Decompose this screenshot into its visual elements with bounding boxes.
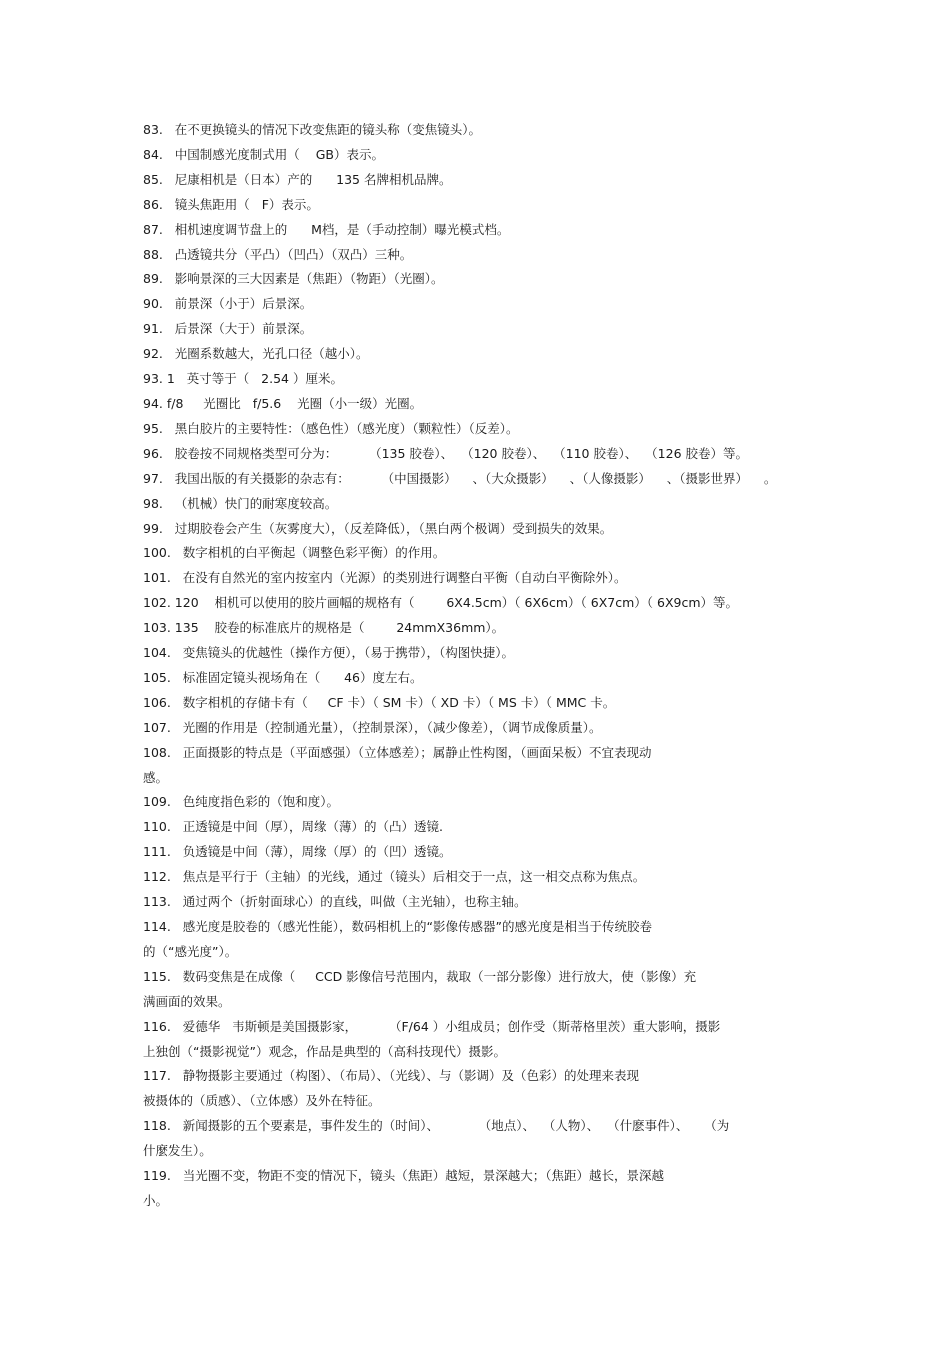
list-item xyxy=(143,890,823,915)
list-item-line: 109. 色纯度指色彩的（饱和度）。 xyxy=(143,794,340,810)
list-item-line: 97. 我国出版的有关摄影的杂志有： （中国摄影） 、（大众摄影） 、（人像摄影） 、（摄影世界） 。 xyxy=(143,470,777,486)
list-item xyxy=(143,790,823,815)
list-item-line: 101. 在没有自然光的室内按室内（光源）的类别进行调整白平衡（自动白平衡除外）。 xyxy=(143,570,627,586)
list-item-line: 被摄体的（质感）、（立体感）及外在特征。 xyxy=(143,1093,381,1109)
list-item xyxy=(143,865,823,890)
list-item-line: 的（“感光度”）。 xyxy=(143,943,238,959)
list-item xyxy=(143,915,823,965)
list-item-line: 116. 爱德华 韦斯顿是美国摄影家， （F/64 ）小组成员；创作受（斯蒂格里茨）重大影响，摄影 xyxy=(143,1018,721,1034)
list-item-line: 115. 数码变焦是在成像（ CCD 影像信号范围内，裁取（一部分影像）进行放大，使（影像）充 xyxy=(143,968,697,984)
list-item xyxy=(143,168,823,193)
list-item xyxy=(143,492,823,517)
list-item xyxy=(143,392,823,417)
list-item-line: 114. 感光度是胶卷的（感光性能），数码相机上的“影像传感器”的感光度是相当于传统胶卷 xyxy=(143,919,652,934)
list-item xyxy=(143,716,823,741)
list-item xyxy=(143,591,823,616)
list-item-line: 上独创（“摄影视觉”）观念，作品是典型的（高科技现代）摄影。 xyxy=(143,1043,506,1059)
list-item-line: 117. 静物摄影主要通过（构图）、（布局）、（光线）、与（影调）及（色彩）的处理来表现 xyxy=(143,1068,640,1084)
list-item-line: 113. 通过两个（折射面球心）的直线，叫做（主光轴），也称主轴。 xyxy=(143,894,527,910)
list-item-line: 103. 135 胶卷的标准底片的规格是（ 24mmX36mm）。 xyxy=(143,620,505,636)
list-item-line: 118. 新闻摄影的五个要素是，事件发生的（时间）、 （地点）、 （人物）、 （什麽事件）、 （为 xyxy=(143,1118,730,1134)
list-item xyxy=(143,517,823,542)
list-item-line: 112. 焦点是平行于（主轴）的光线，通过（镜头）后相交于一点，这一相交点称为焦点。 xyxy=(143,869,646,885)
list-item xyxy=(143,243,823,268)
list-item xyxy=(143,965,823,1015)
list-item xyxy=(143,218,823,243)
list-item-line: 86. 镜头焦距用（ F）表示。 xyxy=(143,196,319,212)
list-item-line: 什麼发生）。 xyxy=(143,1143,212,1159)
list-item xyxy=(143,1164,823,1214)
list-item xyxy=(143,417,823,442)
list-item xyxy=(143,616,823,641)
list-item xyxy=(143,317,823,342)
list-item-line: 104. 变焦镜头的优越性（操作方便），（易于携带），（构图快捷）。 xyxy=(143,645,515,661)
list-item-line: 93. 1 英寸等于（ 2.54 ）厘米。 xyxy=(143,371,343,387)
list-item-line: 87. 相机速度调节盘上的 M档，是（手动控制）曝光模式档。 xyxy=(143,221,510,237)
list-item xyxy=(143,1064,823,1114)
list-item-line: 102. 120 相机可以使用的胶片画幅的规格有（ 6X4.5cm）（ 6X6cm）（ 6X7cm）（ 6X9cm）等。 xyxy=(143,595,739,611)
list-item-line: 85. 尼康相机是（日本）产的 135 名牌相机品牌。 xyxy=(143,171,452,187)
list-item-line: 84. 中国制感光度制式用（ GB）表示。 xyxy=(143,146,384,162)
list-item-line: 89. 影响景深的三大因素是（焦距）（物距）（光圈）。 xyxy=(143,271,444,287)
list-item-line: 110. 正透镜是中间（厚），周缘（薄）的（凸）透镜. xyxy=(143,819,443,835)
list-item xyxy=(143,118,823,143)
list-item xyxy=(143,566,823,591)
list-item xyxy=(143,442,823,467)
list-item-line: 95. 黑白胶片的主要特性：（感色性）（感光度）（颗粒性）（反差）。 xyxy=(143,420,519,436)
list-item xyxy=(143,666,823,691)
list-item xyxy=(143,641,823,666)
list-item xyxy=(143,467,823,492)
list-item-line: 107. 光圈的作用是（控制通光量），（控制景深），（减少像差），（调节成像质量）。 xyxy=(143,719,602,735)
list-item-line: 105. 标准固定镜头视场角在（ 46）度左右。 xyxy=(143,669,423,685)
list-item-line: 90. 前景深（小于）后景深。 xyxy=(143,296,313,312)
list-item xyxy=(143,1015,823,1065)
list-item-line: 94. f/8 光圈比 f/5.6 光圈（小一级）光圈。 xyxy=(143,395,423,411)
list-item-line: 83. 在不更换镜头的情况下改变焦距的镜头称（变焦镜头）。 xyxy=(143,122,482,137)
list-item xyxy=(143,193,823,218)
list-item-line: 99. 过期胶卷会产生（灰雾度大），（反差降低），（黑白两个极调）受到损失的效果。 xyxy=(143,520,613,536)
list-item xyxy=(143,691,823,716)
list-item xyxy=(143,541,823,566)
list-item xyxy=(143,367,823,392)
list-item xyxy=(143,342,823,367)
list-item-line: 106. 数字相机的存储卡有（ CF 卡）（ SM 卡）（ XD 卡）（ MS 卡）（ MMC 卡。 xyxy=(143,694,616,710)
list-item xyxy=(143,292,823,317)
list-item xyxy=(143,741,823,791)
list-item-line: 满画面的效果。 xyxy=(143,993,231,1009)
list-item-line: 98. （机械）快门的耐寒度较高。 xyxy=(143,495,338,511)
list-item-line: 100. 数字相机的白平衡起（调整色彩平衡）的作用。 xyxy=(143,545,446,561)
list-item xyxy=(143,815,823,840)
list-item-line: 96. 胶卷按不同规格类型可分为： （135 胶卷）、 （120 胶卷）、 （110 胶卷）、 （126 胶卷）等。 xyxy=(143,445,749,461)
list-item xyxy=(143,143,823,168)
list-item-line: 111. 负透镜是中间（薄），周缘（厚）的（凹）透镜。 xyxy=(143,844,452,860)
list-item-line: 119. 当光圈不变，物距不变的情况下，镜头（焦距）越短，景深越大；（焦距）越长，景深越 xyxy=(143,1168,665,1184)
list-item-line: 小。 xyxy=(143,1192,169,1208)
list-item xyxy=(143,267,823,292)
list-item xyxy=(143,840,823,865)
list-item-line: 91. 后景深（大于）前景深。 xyxy=(143,321,313,337)
list-item-line: 108. 正面摄影的特点是（平面感强）（立体感差）；属静止性构图，（画面呆板）不宜表现动 xyxy=(143,744,652,760)
list-item-line: 92. 光圈系数越大，光孔口径（越小）。 xyxy=(143,346,369,362)
list-item-line: 感。 xyxy=(143,769,169,785)
list-item-line: 88. 凸透镜共分（平凸）（凹凸）（双凸）三种。 xyxy=(143,246,413,262)
list-item xyxy=(143,1114,823,1164)
qa-list xyxy=(143,118,823,1214)
